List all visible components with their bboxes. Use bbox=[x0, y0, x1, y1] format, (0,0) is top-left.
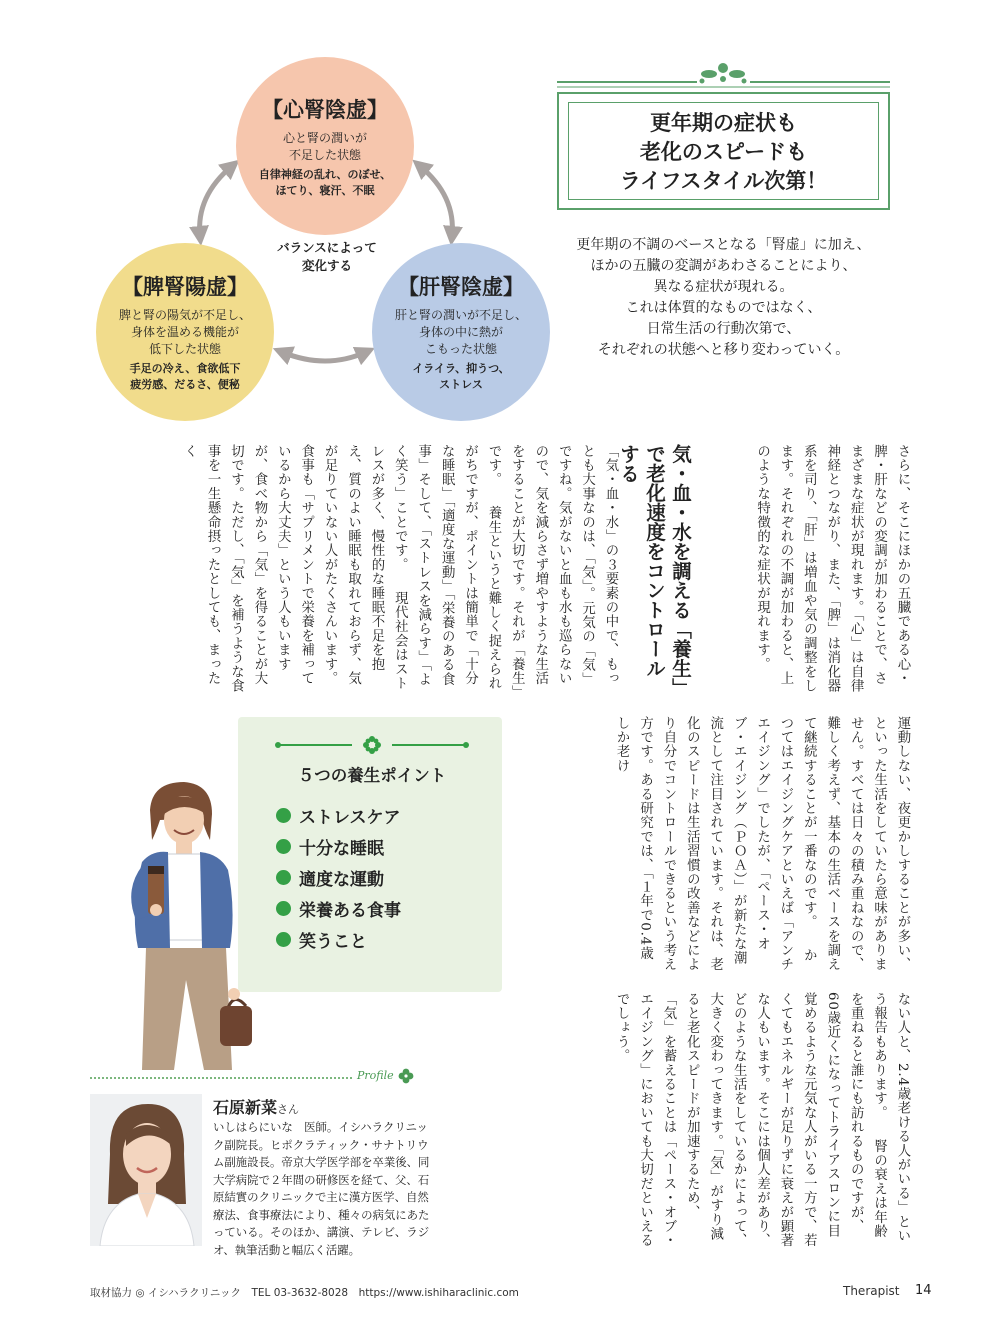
profile-honorific: さん bbox=[277, 1103, 300, 1116]
body-block-2: 「気・血・水」の３要素の中で、もっとも大事なのは、「気」。元気の「気」ですね。気がないと血も水も巡らないので、気を減らさず増やすような生活をすることが大切です。それが「養生」です。 養生というと難しく捉えられがちですが、ポイントは簡単で「十分な睡眠」「適度な運動」「栄養のある食事」そして、「ストレスを減らす」「よく笑う」ことです。 現代社会はストレスが多く、慢性的な睡眠不足を抱え、質のよい睡眠も取れておらず、気が足りていない人がたくさんいます。食事も「サプリメントで栄養を補っているから大丈夫」という人もいますが、食べ物から「気」を得ることが大切です。ただし、「気」を補うような食事を一生懸命摂ったとしても、まったく bbox=[181, 444, 618, 693]
yojo-item bbox=[276, 800, 401, 831]
yojo-item-label: 栄養ある食事 bbox=[299, 901, 401, 921]
bullet-icon bbox=[276, 808, 291, 823]
footer-credit: 取材協力 ◎ イシハラクリニック TEL 03-3632-8028 https://www.ishiharaclinic.com bbox=[90, 1287, 519, 1299]
yojo-item-label: ストレスケア bbox=[299, 808, 401, 828]
lead-text: 更年期の不調のベースとなる「腎虚」に加え、 ほかの五臓の変調があわさることにより、 異なる症状が現れる。 これは体質的なものではなく、 日常生活の行動次第で、 それぞれの状態へと移り変わっていく。 bbox=[576, 237, 871, 358]
profile-name-text: 石原新菜 bbox=[213, 1098, 278, 1117]
spleen-title: 【脾腎陽虚】 bbox=[122, 274, 248, 299]
portrait-image bbox=[90, 1094, 202, 1246]
profile-bio: いしはらにいな 医師。イシハラクリニック副院長。ヒポクラティック・サナトリウム副施設長。帝京大学医学部を卒業後、同大学病院で２年間の研修医を経て、父、石原結實のクリニックで主に漢方医学、自然療法、食事療法により、種々の病気にあたっている。そのほか、講演、テレビ、ラジオ、執筆活動と幅広く活躍。 bbox=[213, 1120, 430, 1257]
yojo-item-label: 笑うこと bbox=[299, 932, 367, 952]
heart-kidney-circle bbox=[236, 57, 414, 235]
yojo-item bbox=[276, 831, 401, 862]
flower-divider-icon bbox=[272, 735, 472, 755]
section-heading: 気・血・水を調える「養生」で老化速度をコントロールする bbox=[617, 444, 692, 688]
magazine-name: Therapist bbox=[843, 1284, 900, 1298]
yojo-item bbox=[276, 924, 401, 955]
headline: 更年期の症状も 老化のスピードも ライフスタイル次第！ bbox=[619, 109, 828, 193]
yojo-item bbox=[276, 862, 401, 893]
arrow-spleen-liver bbox=[282, 352, 366, 361]
profile-name bbox=[213, 1095, 299, 1118]
profile-photo bbox=[90, 1094, 202, 1246]
body-block-1: さらに、そこにほかの五臓である心・脾・肝などの変調が加わることで、さまざまな症状が現れます。「心」は自律神経とつながり、また、「脾」は消化器系を司り、「肝」は増血や気の調整をします。それぞれの不調が加わると、上のような特徴的な症状が現れます。 bbox=[754, 444, 910, 693]
yojo-list bbox=[276, 800, 401, 955]
liver-kidney-circle bbox=[372, 243, 550, 421]
bullet-icon bbox=[276, 870, 291, 885]
yojo-item bbox=[276, 893, 401, 924]
yojo-title: ５つの養生ポイント bbox=[297, 766, 447, 785]
heart-symptoms: 自律神経の乱れ、のぼせ、 ほてり、寝汗、不眠 bbox=[258, 167, 392, 197]
body-block-4: ない人と、2.4歳老ける人がいる」という報告もあります。 腎の衰えは年齢を重ねると誰にも訪れるものですが、60歳近くになってトライアスロンに目覚めるような元気な人がいる一方で、若くてもエネルギーが足りずに衰えが顕著な人もいます。そこには個人差があり、どのような生活をしているかによって、大きく変わってきます。「気」がすり減ると老化スピードが加速するため、「気」を蓄えることは「ペース・オブ・エイジング」においても大切だといえるでしょう。 bbox=[614, 992, 910, 1248]
woman-illustration bbox=[112, 770, 262, 1070]
spleen-symptoms: 手足の冷え、食欲低下 疲労感、だるさ、便秘 bbox=[129, 362, 241, 391]
arrow-heart-spleen bbox=[200, 166, 232, 236]
page-number: 14 bbox=[915, 1283, 932, 1298]
bullet-icon bbox=[276, 901, 291, 916]
liver-desc: 肝と腎の潤いが不足し、 身体の中に熱が こもった状態 bbox=[394, 308, 527, 356]
body-block-3: 運動しない、夜更かしすることが多い、といった生活をしていたら意味がありません。すべては日々の積み重ねなので、難しく考えず、基本の生活ベースを調えて継続することが一番なのです。 かつてはエイジングケアといえば「アンチエイジング」でしたが、「ペース・オブ・エイジング（ＰＯＡ）」が新たな潮流として注目されています。それは、老化のスピードは生活習慣の改善などにより自分でコントロールできるという考え方です。ある研究では、「１年で0.4歳しか老け bbox=[614, 716, 910, 972]
spleen-desc: 脾と腎の陽気が不足し、 身体を温める機能が 低下した状態 bbox=[118, 308, 251, 356]
liver-title: 【肝腎陰虚】 bbox=[398, 274, 524, 299]
liver-symptoms: イライラ、抑うつ、 ストレス bbox=[412, 362, 510, 391]
ornament-icon bbox=[557, 58, 890, 92]
heart-desc: 心と腎の潤いが 不足した状態 bbox=[282, 130, 367, 162]
bullet-icon bbox=[276, 839, 291, 854]
bullet-icon bbox=[276, 932, 291, 947]
spleen-kidney-circle bbox=[96, 243, 274, 421]
arrow-heart-liver bbox=[420, 166, 452, 236]
clover-icon bbox=[398, 1068, 414, 1084]
balance-label: バランスによって 変化する bbox=[277, 240, 377, 273]
profile-label: Profile bbox=[357, 1069, 394, 1082]
profile-divider bbox=[90, 1077, 352, 1079]
headline-inner-frame bbox=[568, 102, 879, 200]
yojo-item-label: 適度な運動 bbox=[299, 870, 384, 890]
yojo-item-label: 十分な睡眠 bbox=[299, 839, 384, 859]
heart-title: 【心腎陰虚】 bbox=[262, 96, 388, 122]
